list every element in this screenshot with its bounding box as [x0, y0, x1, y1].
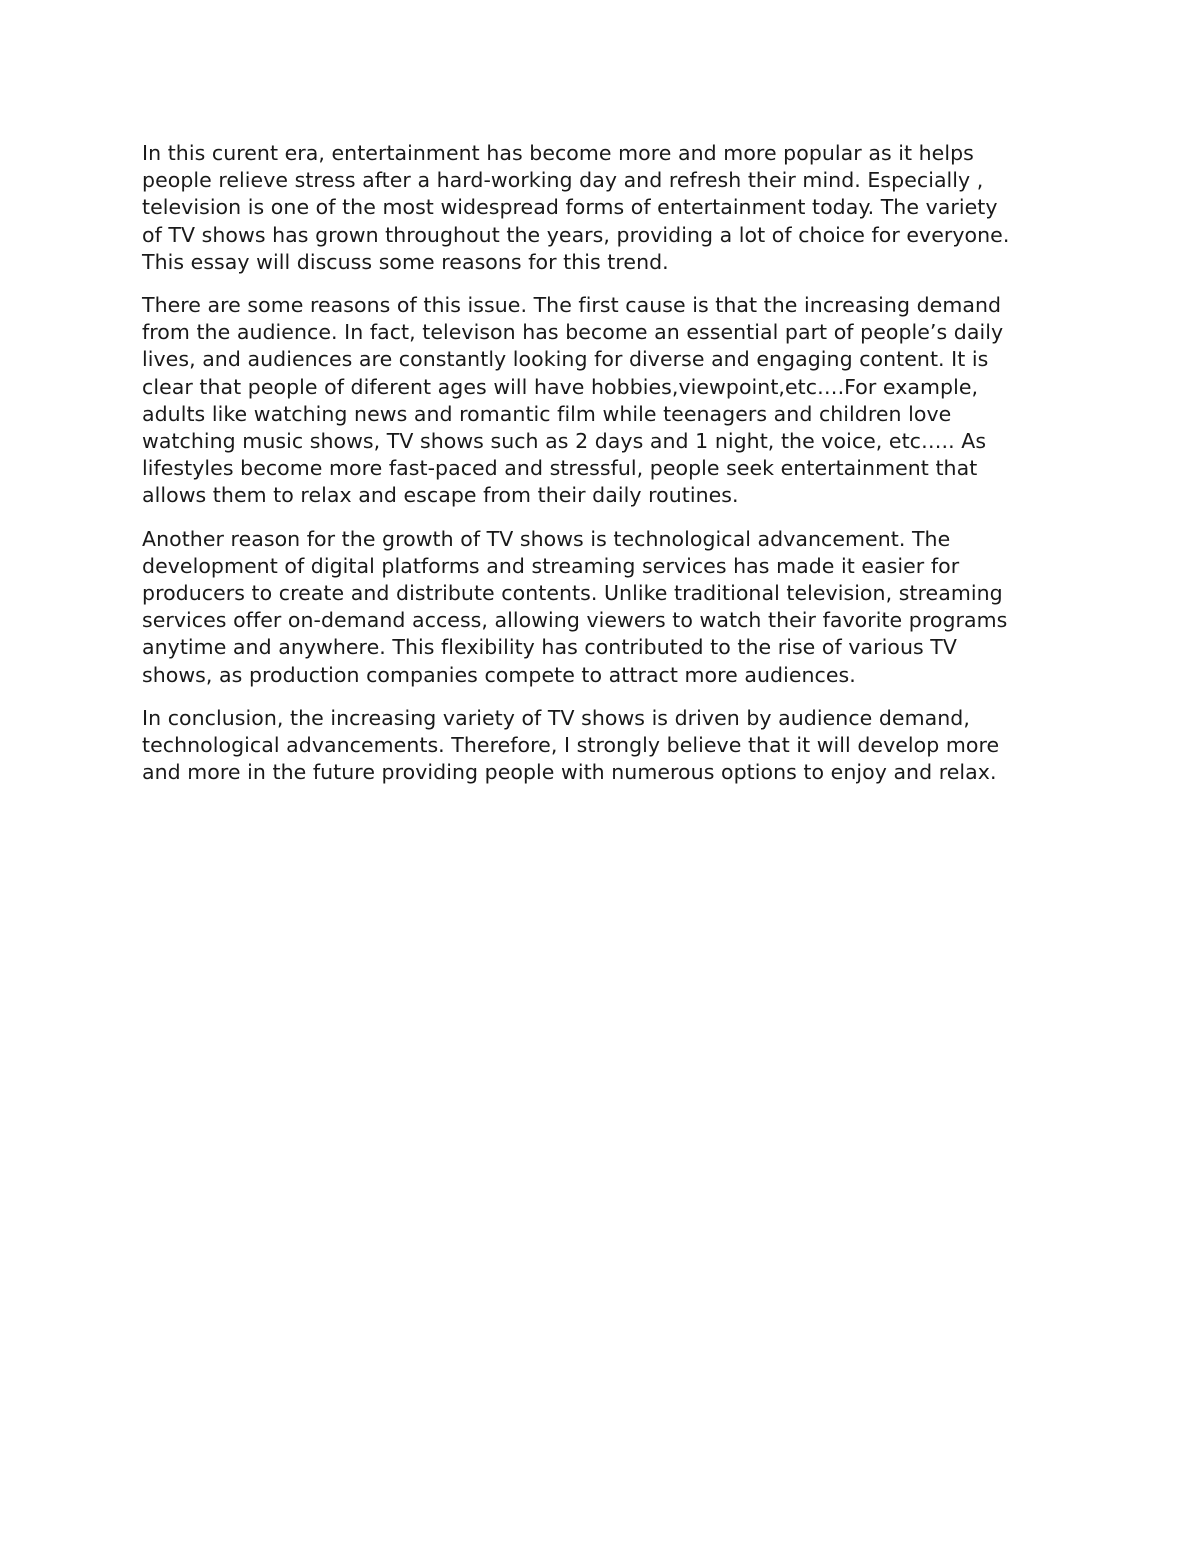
text-line: of TV shows has grown throughout the years, providing a lot of choice for everyone. [142, 222, 1010, 247]
text-line: lifestyles become more fast-paced and stressful, people seek entertainment that [142, 456, 978, 481]
text-line: producers to create and distribute contents. Unlike traditional television, streaming [142, 581, 1003, 606]
text-line: adults like watching news and romantic film while teenagers and children love [142, 401, 952, 426]
text-line: anytime and anywhere. This flexibility has contributed to the rise of various TV [142, 635, 957, 660]
paragraph-audience-demand [142, 292, 1062, 510]
text-line: Another reason for the growth of TV shows is technological advancement. The [142, 526, 951, 551]
essay-body [142, 140, 1062, 802]
text-line: technological advancements. Therefore, I strongly believe that it will develop more [142, 733, 1000, 758]
text-line: This essay will discuss some reasons for this trend. [142, 249, 669, 274]
paragraph-technology [142, 526, 1062, 689]
text-line: In this curent era, entertainment has become more and more popular as it helps [142, 141, 974, 165]
text-line: watching music shows, TV shows such as 2 days and 1 night, the voice, etc….. As [142, 429, 987, 454]
paragraph-introduction [142, 140, 1062, 276]
text-line: In conclusion, the increasing variety of TV shows is driven by audience demand, [142, 705, 970, 730]
text-line: and more in the future providing people with numerous options to enjoy and relax. [142, 760, 997, 785]
paragraph-conclusion [142, 705, 1062, 787]
text-line: allows them to relax and escape from their daily routines. [142, 483, 739, 508]
text-line: services offer on-demand access, allowing viewers to watch their favorite programs [142, 608, 1008, 633]
text-line: shows, as production companies compete to attract more audiences. [142, 662, 856, 687]
text-line: lives, and audiences are constantly looking for diverse and engaging content. It is [142, 347, 989, 372]
text-line: There are some reasons of this issue. The first cause is that the increasing demand [142, 293, 1002, 318]
text-line: television is one of the most widespread forms of entertainment today. The variety [142, 195, 998, 220]
text-line: from the audience. In fact, televison has become an essential part of people’s daily [142, 320, 1004, 345]
text-line: people relieve stress after a hard-working day and refresh their mind. Especially , [142, 168, 984, 193]
text-line: development of digital platforms and streaming services has made it easier for [142, 553, 960, 578]
text-line: clear that people of diferent ages will have hobbies,viewpoint,etc….For example, [142, 374, 979, 399]
